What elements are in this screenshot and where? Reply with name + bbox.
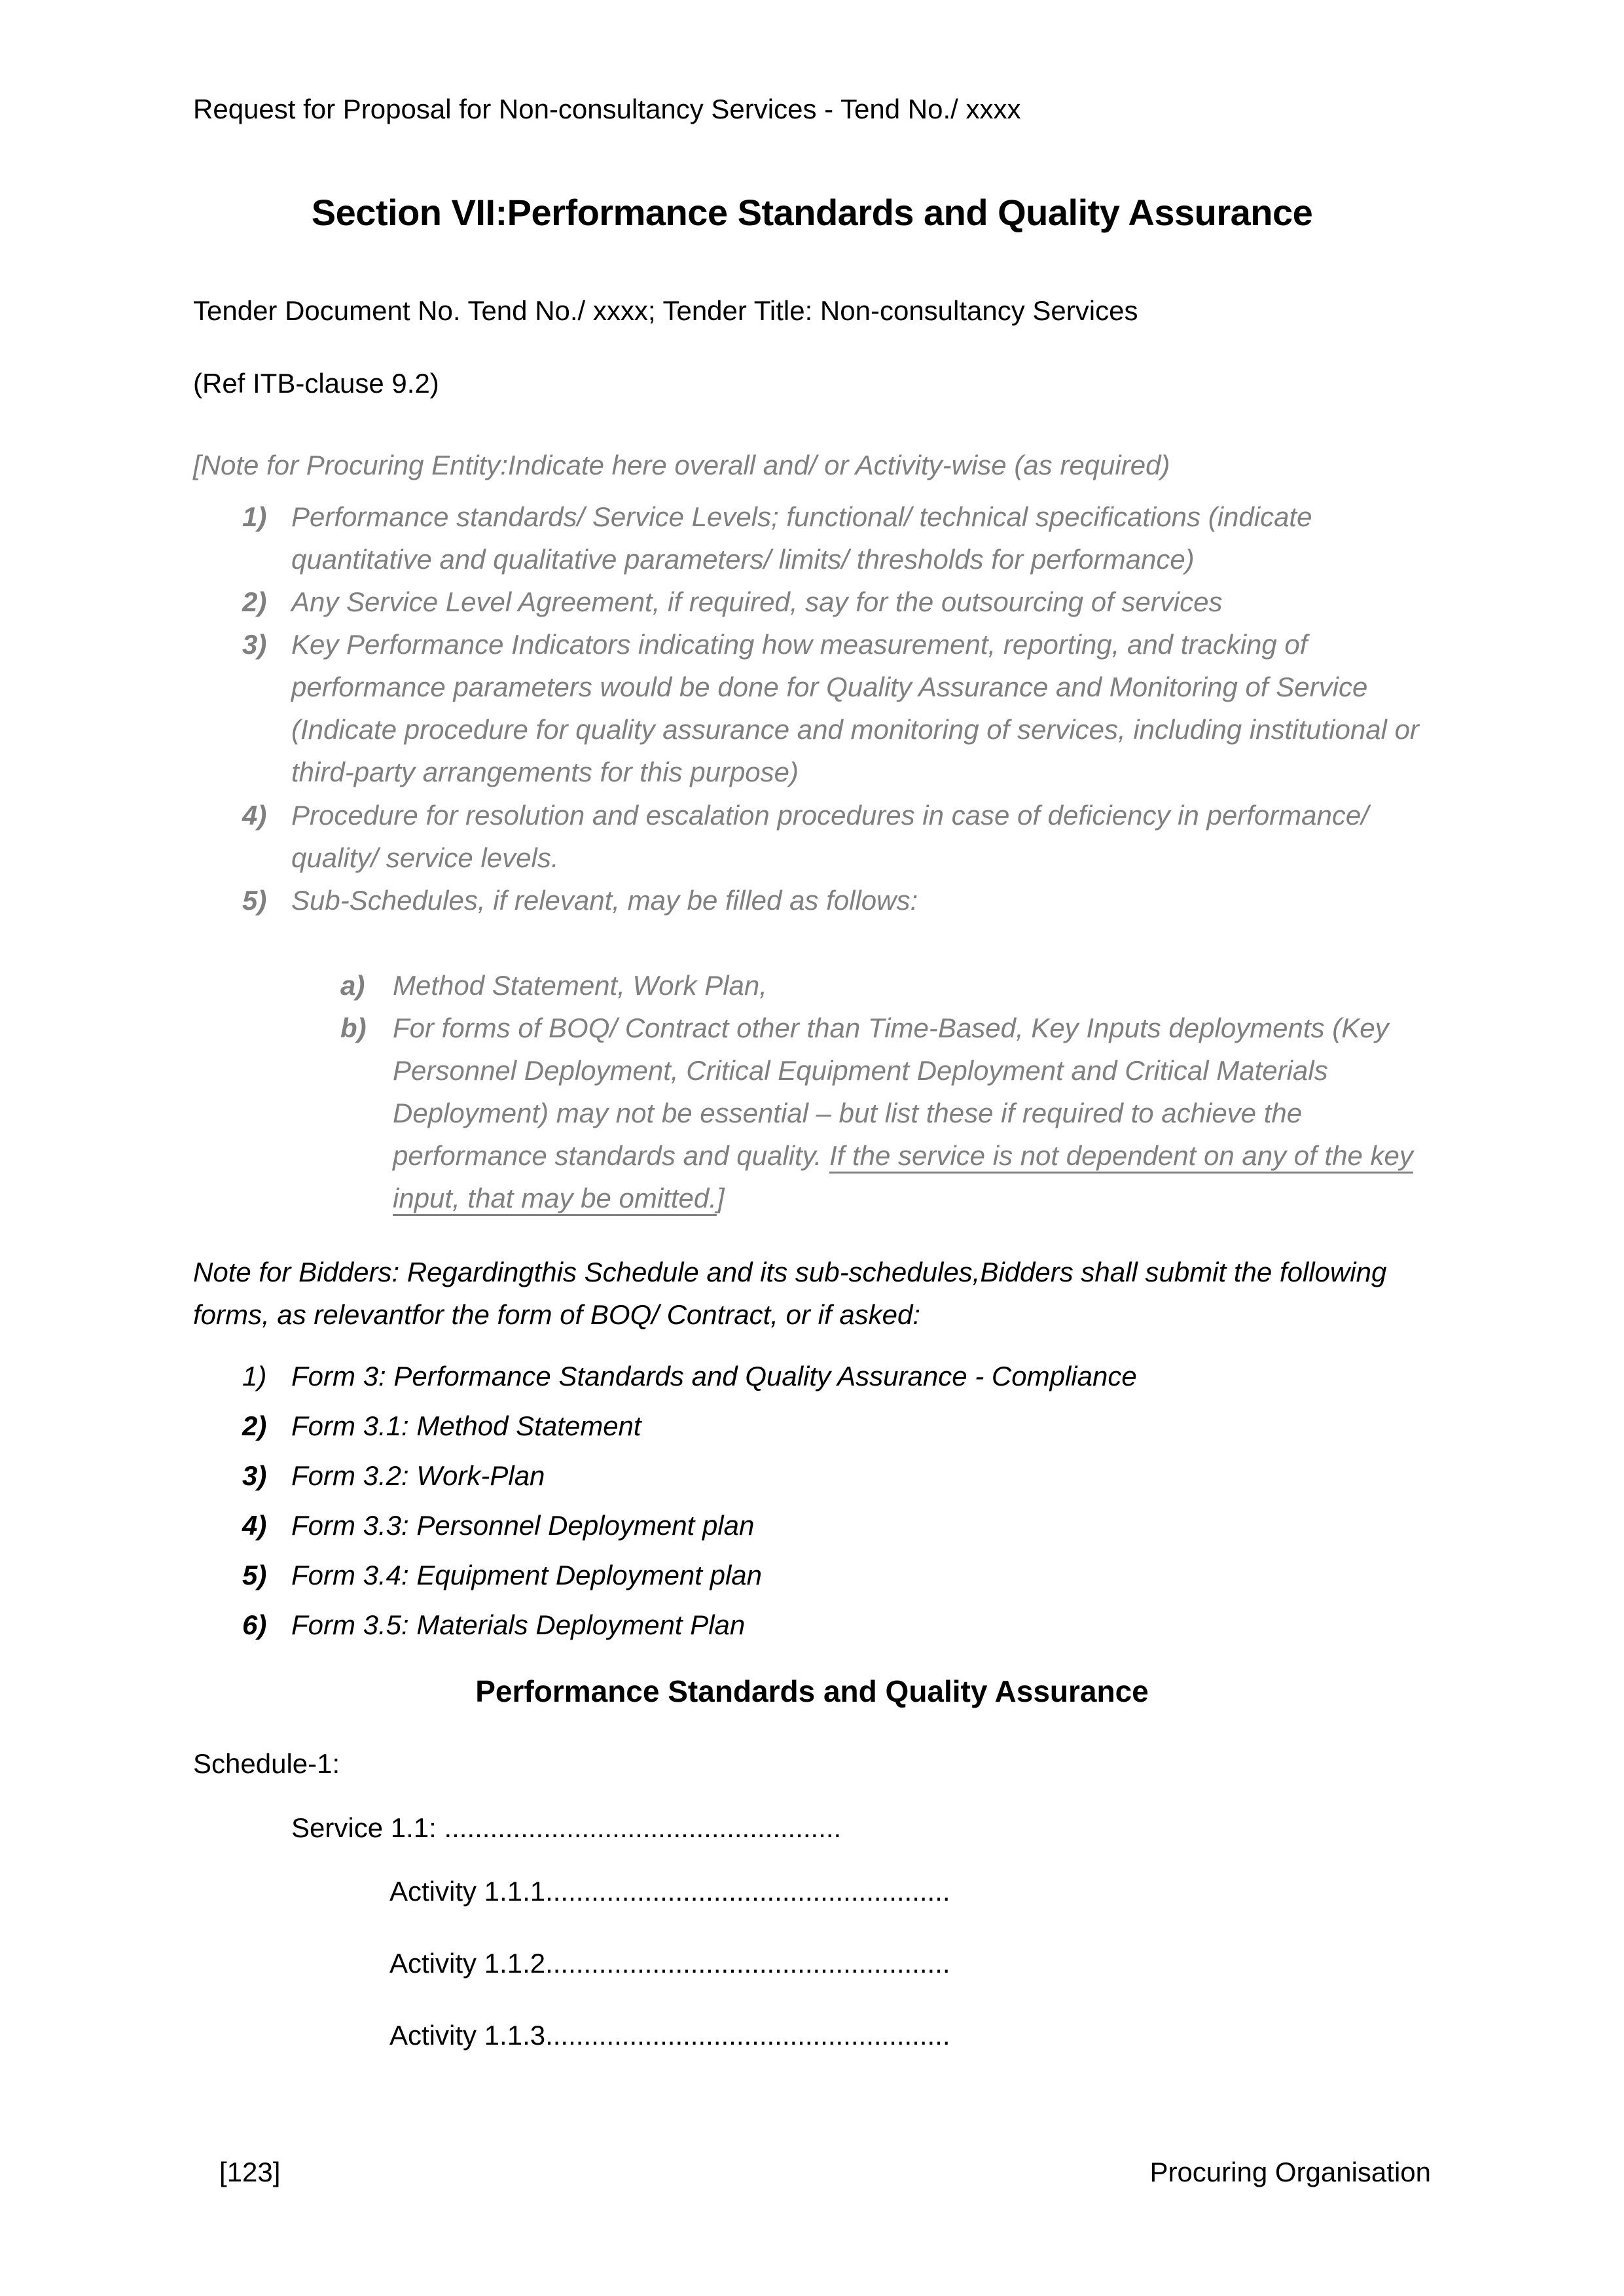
tender-document-line: Tender Document No. Tend No./ xxxx; Tender Title: Non-consultancy Services [193, 295, 1138, 326]
list-item-number: 5) [242, 884, 267, 916]
form-list-item [242, 1454, 1431, 1497]
form-item-text: Form 3: Performance Standards and Quality Assurance - Compliance [291, 1360, 1137, 1391]
form-item-number: 6) [242, 1609, 267, 1641]
list-item-text: Method Statement, Work Plan, [393, 969, 767, 1001]
item-b-closing-bracket: ] [716, 1183, 725, 1214]
form-item-text: Form 3.5: Materials Deployment Plan [291, 1609, 746, 1641]
form-item-number: 3) [242, 1460, 267, 1491]
item-b-underlined-text: If the service is not dependent on any of the key input, that may be omitted. [393, 1140, 1413, 1214]
form-item-number: 2) [242, 1410, 267, 1441]
schedule-label: Schedule-1: [193, 1748, 340, 1780]
form-item-text: Form 3.4: Equipment Deployment plan [291, 1559, 763, 1590]
list-item-number: 3) [242, 629, 267, 660]
list-item [340, 1007, 1431, 1219]
list-item-text: Any Service Level Agreement, if required, say for the outsourcing of services [291, 586, 1223, 618]
list-item [242, 794, 1431, 879]
list-item [242, 495, 1431, 581]
list-item [242, 623, 1431, 793]
activity-line: Activity 1.1.2..................................................... [389, 1947, 950, 1979]
list-item-text: Performance standards/ Service Levels; functional/ technical specifications (indicate quantitative and qualitative parameters/ limits/ thresholds for performance) [291, 501, 1312, 575]
list-item-letter: a) [340, 969, 365, 1001]
forms-list [242, 1355, 1431, 1647]
list-item-text: Sub-Schedules, if relevant, may be filled as follows: [291, 884, 918, 916]
performance-standards-subtitle: Performance Standards and Quality Assurance [475, 1674, 1149, 1709]
form-list-item [242, 1554, 1431, 1596]
list-item [242, 581, 1431, 623]
list-item-number: 1) [242, 501, 267, 532]
list-item-letter: b) [340, 1012, 367, 1043]
service-line: Service 1.1: .................................................... [291, 1812, 842, 1843]
note-for-bidders: Note for Bidders: Regardingthis Schedule and its sub-schedules,Bidders shall submit the following forms, as relevantfor the form of BOQ/ Contract, or if asked: [193, 1257, 1387, 1331]
sub-schedule-list [340, 964, 1431, 1220]
item-b-text: For forms of BOQ/ Contract other than Time-Based, Key Inputs deployments (Key Personnel Deployment, Critical Equipment Deployment and Critical Materials Deployment) may not be essential – but list these if required to achieve the performance standards and quality. [393, 1012, 1389, 1172]
list-item-number: 2) [242, 586, 267, 618]
form-item-number: 4) [242, 1509, 267, 1541]
section-title: Section VII:Performance Standards and Quality Assurance [311, 191, 1313, 233]
form-item-text: Form 3.3: Personnel Deployment plan [291, 1509, 755, 1541]
list-item [242, 879, 1431, 922]
form-item-number: 5) [242, 1559, 267, 1590]
activity-line: Activity 1.1.1..................................................... [389, 1875, 950, 1907]
ref-itb-clause-line: (Ref ITB-clause 9.2) [193, 367, 439, 399]
activity-line: Activity 1.1.3..................................................... [389, 2019, 950, 2051]
form-list-item [242, 1504, 1431, 1547]
form-item-text: Form 3.1: Method Statement [291, 1410, 641, 1441]
list-item-text [393, 1007, 1431, 1219]
form-item-text: Form 3.2: Work-Plan [291, 1460, 545, 1491]
page-number: [123] [219, 2157, 281, 2187]
list-item-number: 4) [242, 799, 267, 831]
page-header: Request for Proposal for Non-consultancy Services - Tend No./ xxxx [193, 94, 1021, 124]
note-for-procuring-entity: [Note for Procuring Entity:Indicate here overall and/ or Activity-wise (as required) [193, 449, 1170, 480]
form-list-item [242, 1405, 1431, 1447]
procuring-entity-note-list [242, 495, 1431, 922]
form-list-item [242, 1604, 1431, 1646]
list-item [340, 964, 1431, 1007]
footer-organisation: Procuring Organisation [1149, 2157, 1431, 2187]
list-item-text: Procedure for resolution and escalation procedures in case of deficiency in performance/ quality/ service levels. [291, 799, 1369, 873]
form-list-item [242, 1355, 1431, 1397]
form-item-number: 1) [242, 1360, 267, 1391]
page-footer [0, 2157, 1624, 2188]
list-item-text: Key Performance Indicators indicating how measurement, reporting, and tracking of performance parameters would be done for Quality Assurance and Monitoring of Service (Indicate procedure for quality assurance and monitoring of services, including institutional or third-party arrangements for this purpose) [291, 629, 1419, 788]
